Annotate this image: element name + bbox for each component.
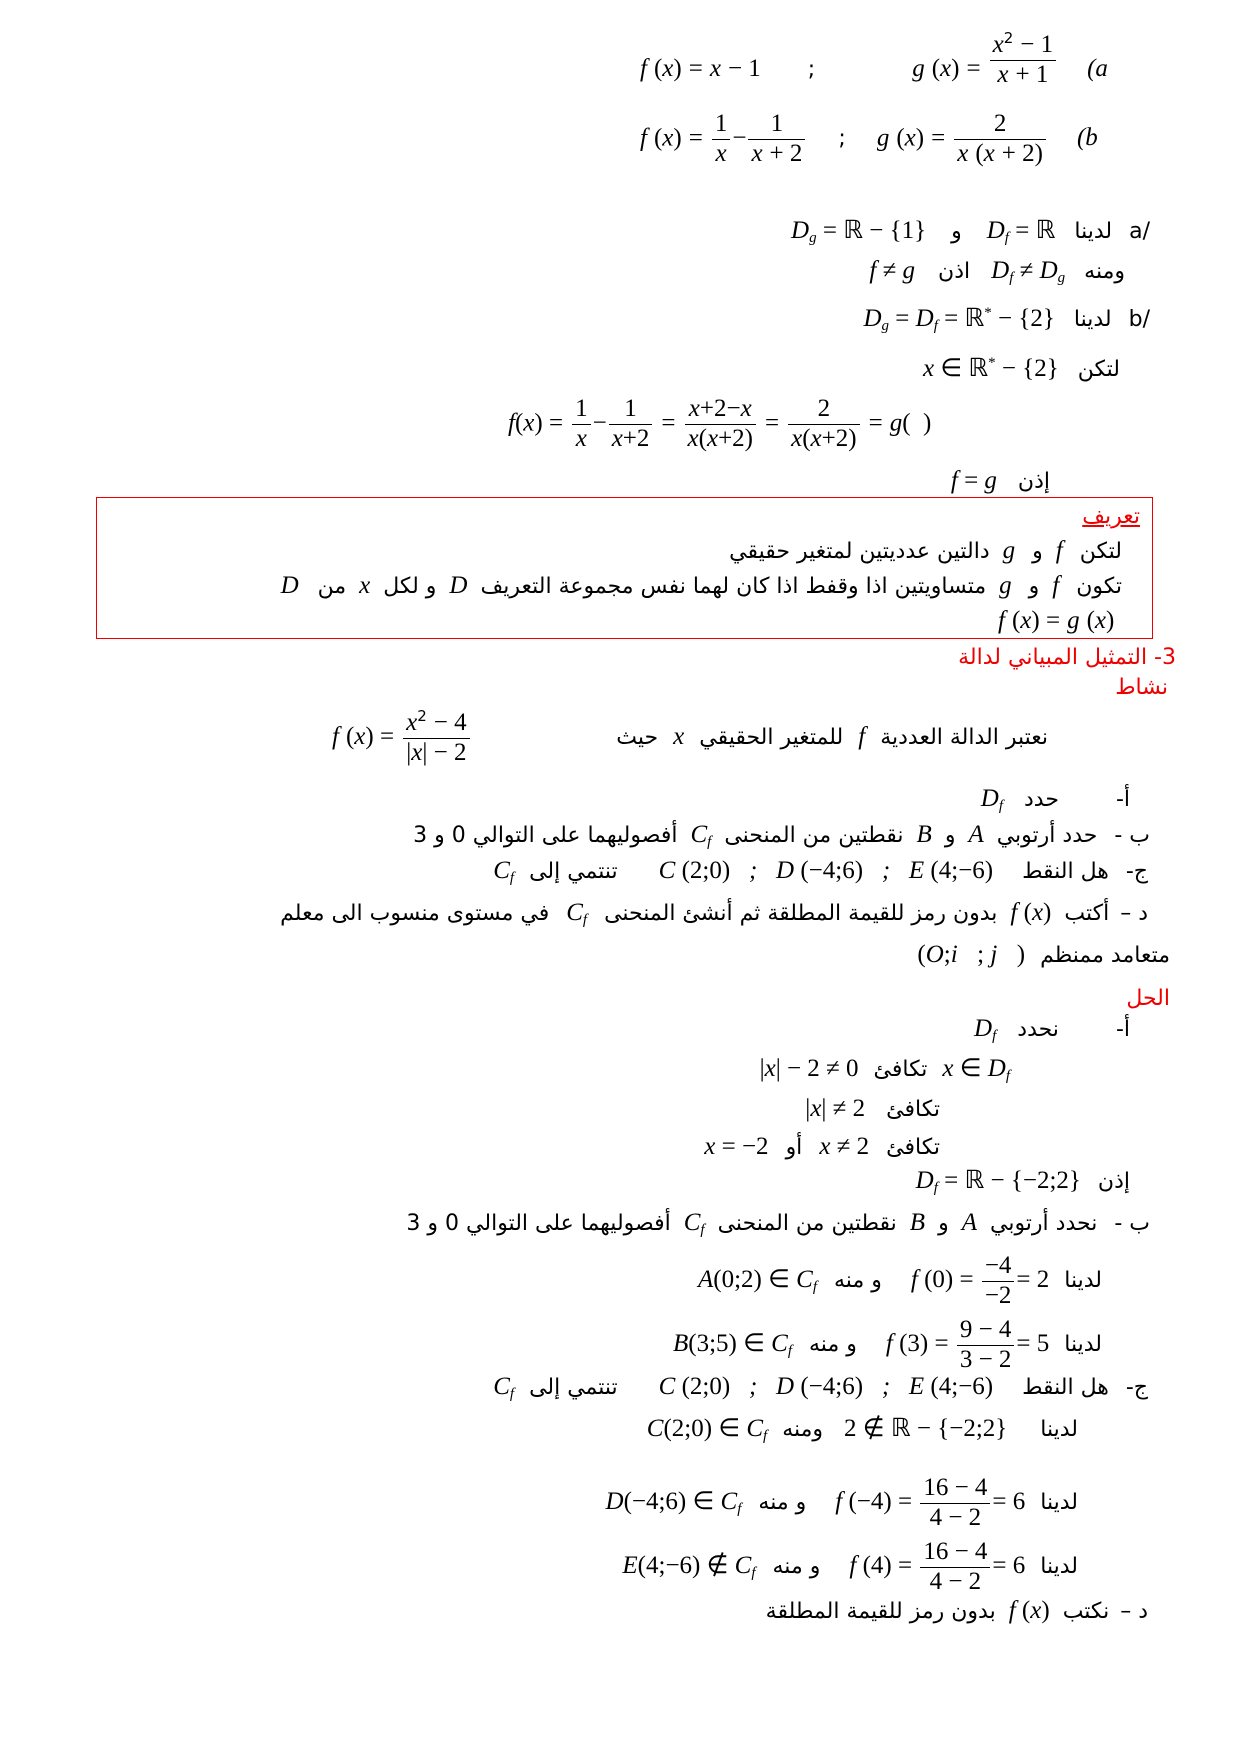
- answer-a-result: إذن $D_f$ = ℝ − {−2;2}: [915, 1167, 1130, 1196]
- solution-b-equation: f(x) = $\frac{1}{x}$ − $\frac{1}{x+2}$ = $\frac{x+2-x}{x(x+2)}$ = $\frac{2}{x(x+2)}$ = g( ): [508, 395, 932, 452]
- answer-c: ج- هل النقط C (2;0) ; D (−4;6) ; E (4;−6) تنتمي إلى $C_f$: [493, 1373, 1148, 1402]
- activity-q2: ب - حدد أرتوبي A و B نقطتين من المنحنى $C_f$ أفصوليهما على التوالي 0 و 3: [413, 821, 1150, 850]
- answer-c-1: لدينا 2 ∉ ℝ − {−2;2} ومنه C(2;0) ∈ $C_f$: [646, 1415, 1078, 1444]
- solution-b-line1: /b لدينا $D_g = D_f$ = ℝ* − {2}: [863, 305, 1150, 334]
- solution-a-line2: ومنه $D_f \ne D_g$ اذن f ≠ g: [869, 257, 1125, 286]
- section-heading: 3- التمثيل المبياني لدالة: [958, 645, 1176, 670]
- definition-line1: لتكن f و g دالتين عدديتين لمتغير حقيقي: [729, 537, 1122, 564]
- answer-b-a: لدينا f (0) = $\frac{-4}{-2}$ = 2 و منه A(0;2) ∈ $C_f$: [698, 1252, 1102, 1309]
- activity-function: f (x) = $\frac{x^2 - 4}{|x| - 2}$: [332, 708, 472, 768]
- part-a-label: (a: [1087, 54, 1108, 82]
- answer-b-b: لدينا f (3) = $\frac{9 - 4}{3 - 2}$ = 5 و منه B(3;5) ∈ $C_f$: [673, 1316, 1102, 1373]
- part-b-label: (b: [1076, 124, 1098, 152]
- activity-q4-cont: متعامد ممنظم (O;i⃗; j⃗): [917, 941, 1170, 968]
- exercise-b-line: f (x) = $\frac{1}{x}$ − $\frac{1}{x + 2}$ ; g (x) = $\frac{2}{x (x + 2)}$ (b: [640, 110, 1098, 167]
- definition-line2: تكون f و g متساويتين اذا وقفط اذا كان لهما نفس مجموعة التعريف D و لكل x من D: [280, 572, 1122, 599]
- activity-heading: نشاط: [1115, 675, 1168, 700]
- answer-a-step1: x ∈ $D_f$ تكافئ |x| − 2 ≠ 0: [759, 1055, 1010, 1084]
- separator-b: ;: [838, 126, 846, 152]
- definition-box: [96, 497, 1153, 639]
- solution-b-line2: لتكن x ∈ ℝ* − {2}: [922, 355, 1120, 382]
- solution-a-line1: /a لدينا $D_f$ = ℝ و $D_g$ = ℝ − {1}: [791, 217, 1150, 246]
- activity-q1: أ- حدد $D_f$: [980, 785, 1130, 814]
- definition-equation: f (x) = g (x): [998, 607, 1115, 634]
- activity-intro: نعتبر الدالة العددية f للمتغير الحقيقي x حيث: [616, 723, 1048, 750]
- activity-q4: د – أكتب f (x) بدون رمز للقيمة المطلقة ثم أنشئ المنحنى $C_f$ في مستوى منسوب الى معلم: [280, 899, 1148, 928]
- activity-q3: ج- هل النقط C (2;0) ; D (−4;6) ; E (4;−6) تنتمي إلى $C_f$: [493, 857, 1148, 886]
- answer-a: أ- نحدد $D_f$: [974, 1015, 1130, 1044]
- label-b: /b: [1128, 307, 1150, 332]
- answer-c-2: لدينا f (−4) = $\frac{16 - 4}{4 - 2}$ = 6 و منه D(−4;6) ∈ $C_f$: [605, 1474, 1078, 1531]
- exercise-a-line: f (x) = x − 1 ; g (x) = $\frac{x^2 - 1}{x + 1}$ (a: [640, 29, 1108, 88]
- solution-b-conclusion: إذن f = g: [950, 467, 1050, 494]
- label-a: /a: [1129, 219, 1150, 244]
- definition-title: تعريف: [1082, 504, 1140, 529]
- answer-heading: الحل: [1126, 986, 1170, 1011]
- answer-c-3: لدينا f (4) = $\frac{16 - 4}{4 - 2}$ = 6 و منه E(4;−6) ∉ $C_f$: [622, 1538, 1078, 1595]
- separator: ;: [807, 56, 816, 82]
- answer-a-step3: تكافئ x ≠ 2 أو x = −2: [704, 1133, 940, 1160]
- answer-b: ب - نحدد أرتوبي A و B نقطتين من المنحنى $C_f$ أفصوليهما على التوالي 0 و 3: [406, 1209, 1150, 1238]
- answer-a-step2: تكافئ |x| ≠ 2: [805, 1095, 940, 1122]
- answer-d: د – نكتب f (x) بدون رمز للقيمة المطلقة: [765, 1597, 1148, 1624]
